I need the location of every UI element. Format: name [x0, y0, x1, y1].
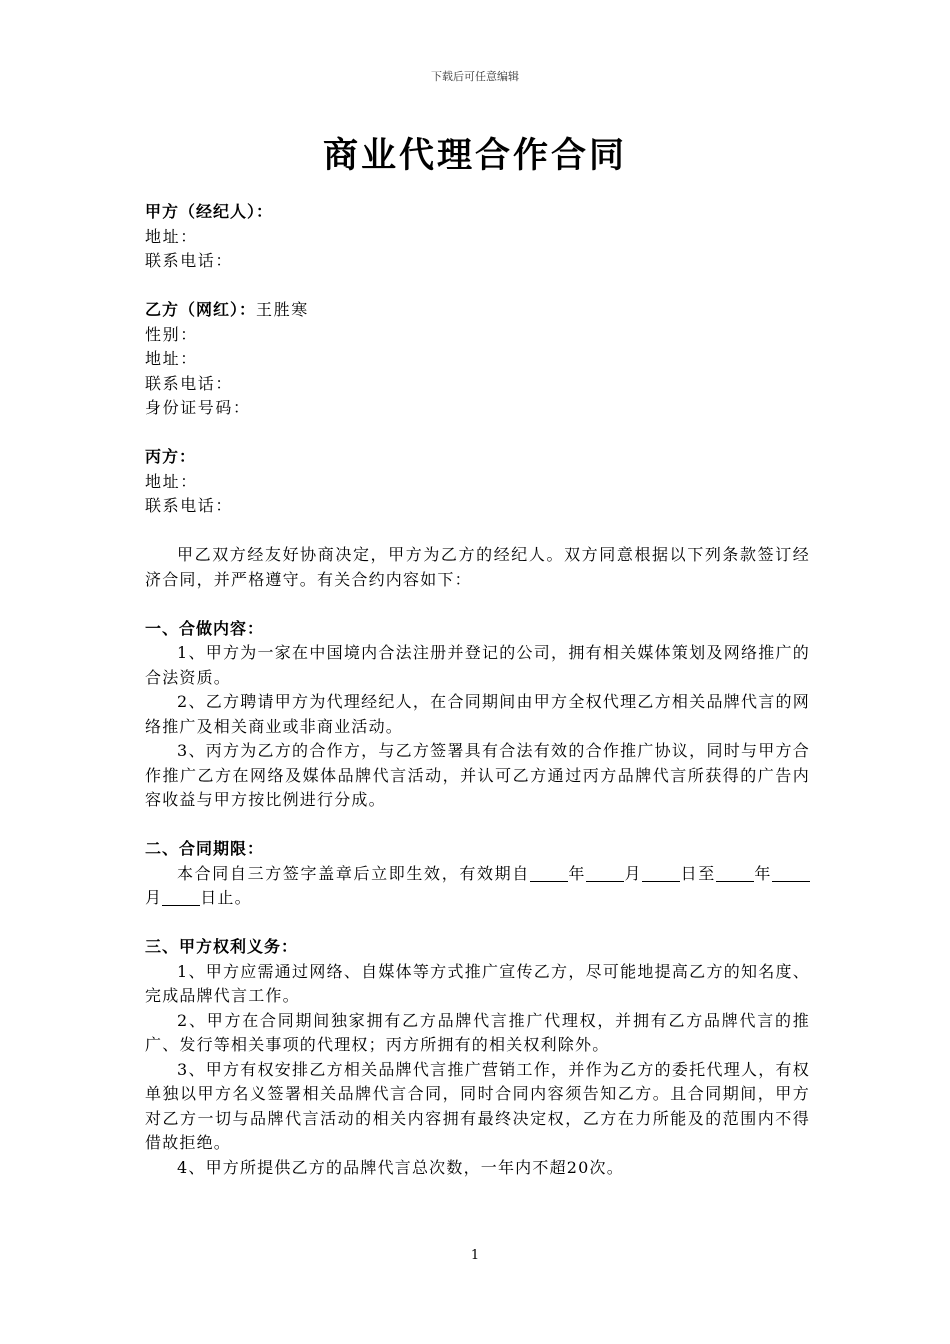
- section-3-item: 4、甲方所提供乙方的品牌代言总次数，一年内不超20次。: [177, 1157, 624, 1177]
- party-c-label: 丙方：: [145, 447, 197, 466]
- section-1-heading: 一、合做内容：: [145, 618, 265, 638]
- year-blank: [530, 864, 568, 882]
- party-a-address: 地址：: [145, 226, 198, 246]
- party-c-block: [145, 445, 810, 519]
- section-3-heading: 三、甲方权利义务：: [145, 937, 299, 956]
- party-b-label: 乙方（网红）：: [145, 300, 257, 319]
- section-3-item: 3、甲方有权安排乙方相关品牌代言推广营销工作，并作为乙方的委托代理人，有权单独以甲方名义签署相关品牌代言合同，同时合同内容须告知乙方。且合同期间，甲方对乙方一切与品牌代言活动的相关内容拥有最终决定权，乙方在力所能及的范围内不得借故拒绝。: [145, 1059, 810, 1152]
- page-number: 1: [470, 1248, 480, 1263]
- section-3-item: 1、甲方应需通过网络、自媒体等方式推广宣传乙方，尽可能地提高乙方的知名度、完成品牌代言工作。: [145, 961, 810, 1005]
- section-3-item: 2、甲方在合同期间独家拥有乙方品牌代言推广代理权，并拥有乙方品牌代言的推广、发行等相关事项的代理权；丙方所拥有的相关权利除外。: [145, 1010, 810, 1054]
- section-1-item: 2、乙方聘请甲方为代理经纪人，在合同期间由甲方全权代理乙方相关品牌代言的网络推广及相关商业或非商业活动。: [145, 692, 810, 736]
- party-c-address: 地址：: [145, 471, 198, 491]
- section-3: [145, 935, 810, 1180]
- party-b-phone: 联系电话：: [145, 373, 234, 393]
- end-day-blank: [162, 888, 200, 906]
- party-a-label: 甲方（经纪人）：: [145, 202, 274, 221]
- end-year-blank: [716, 864, 754, 882]
- party-a-phone: 联系电话：: [145, 251, 234, 270]
- end-month-blank: [772, 864, 810, 882]
- party-b-block: [145, 298, 810, 421]
- contract-body: [145, 200, 810, 1180]
- party-b-address: 地址：: [145, 349, 198, 368]
- month-blank: [586, 864, 624, 882]
- day-blank: [642, 864, 680, 882]
- header-note: 下载后可任意编辑: [431, 70, 519, 83]
- intro-paragraph: 甲乙双方经友好协商决定，甲方为乙方的经纪人。双方同意根据以下列条款签订经济合同，并严格遵守。有关合约内容如下：: [145, 545, 810, 589]
- party-b-id-number: 身份证号码：: [145, 398, 251, 417]
- section-2-heading: 二、合同期限：: [145, 839, 265, 858]
- party-a-block: [145, 200, 810, 274]
- contract-term-paragraph: 本合同自三方签字盖章后立即生效，有效期自 年 月 日至 年月 日止。: [145, 862, 810, 911]
- party-c-phone: 联系电话：: [145, 496, 234, 515]
- section-1-item: 3、丙方为乙方的合作方，与乙方签署具有合法有效的合作推广协议，同时与甲方合作推广乙方在网络及媒体品牌代言活动，并认可乙方通过丙方品牌代言所获得的广告内容收益与甲方按比例进行分成。: [145, 741, 810, 809]
- party-b-name: 王胜寒: [256, 300, 309, 319]
- document-title: 商业代理合作合同: [322, 136, 627, 176]
- section-2: [145, 837, 810, 911]
- section-1-item: 1、甲方为一家在中国境内合法注册并登记的公司，拥有相关媒体策划及网络推广的合法资质。: [145, 643, 810, 687]
- section-1: [145, 617, 810, 813]
- party-b-gender: 性别：: [145, 324, 198, 344]
